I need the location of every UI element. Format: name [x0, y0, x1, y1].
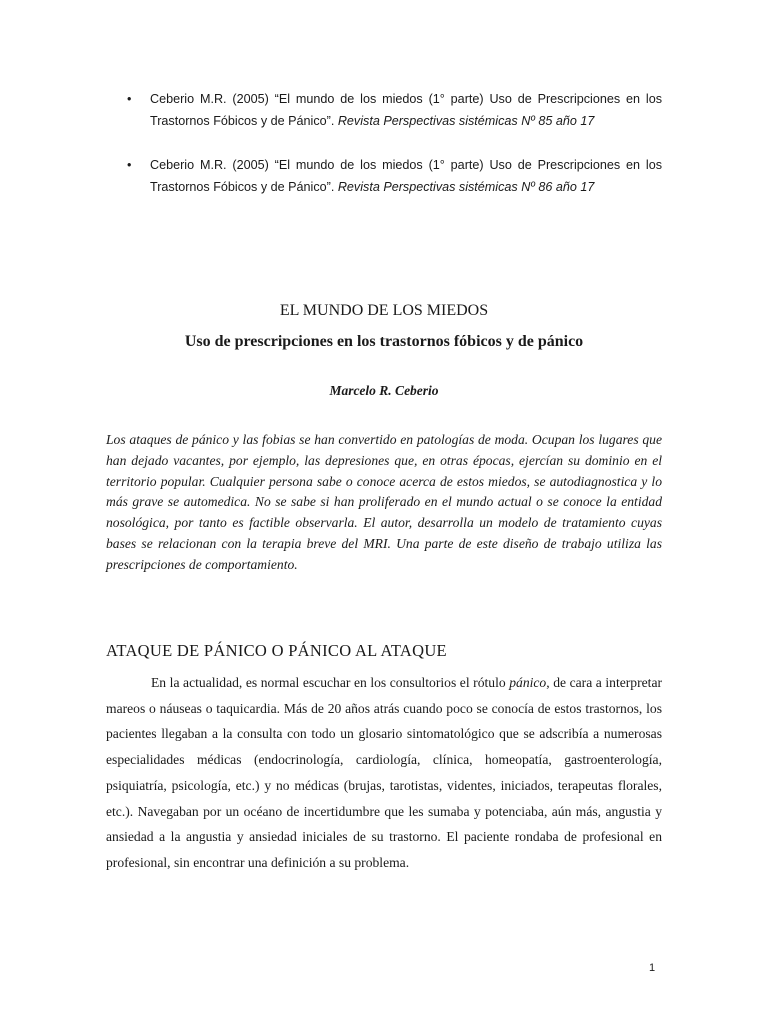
reference-journal: Revista Perspectivas sistémicas Nº 86 año 17 [337, 180, 595, 194]
reference-item [127, 88, 662, 132]
paragraph-emphasis: pánico [509, 675, 547, 690]
reference-text: Ceberio M.R. (2005) “El mundo de los miedos (1° parte) Uso de Prescripciones en los Trastornos Fóbicos y de Pánico”. [150, 92, 662, 128]
reference-text: Ceberio M.R. (2005) “El mundo de los miedos (1° parte) Uso de Prescripciones en los Trastornos Fóbicos y de Pánico”. [150, 158, 662, 194]
body-paragraph [106, 670, 662, 876]
paragraph-text-end: , de cara a interpretar mareos o náuseas o taquicardia. Más de 20 años atrás cuando poco se conocía de estos trastornos, los pacientes llegaban a la consulta con todo un glosario sintomatológico que se adscribía a numerosas especialidades médicas (endocrinología, cardiología, clínica, homeopatía, gastroenterología, psiquiatría, psicología, etc.) y no médicas (brujas, tarotistas, videntes, iniciados, terapeutas florales, etc.). Navegaban por un océano de incertidumbre que les sumaba y potenciaba, aún más, angustia y ansiedad a la angustia y ansiedad iniciales de su trastorno. El paciente rondaba de profesional en profesional, sin encontrar una definición a su problema. [106, 675, 663, 870]
reference-list [127, 88, 662, 220]
article-author: Marcelo R. Ceberio [329, 383, 439, 398]
page-number: 1 [649, 962, 656, 974]
paragraph-text-start: En la actualidad, es normal escuchar en los consultorios el rótulo [151, 675, 510, 690]
reference-item [127, 154, 662, 198]
article-subtitle: Uso de prescripciones en los trastornos fóbicos y de pánico [184, 333, 584, 350]
article-abstract: Los ataques de pánico y las fobias se han convertido en patologías de moda. Ocupan los lugares que han dejado vacantes, por ejemplo, las depresiones que, en otras épocas, ejercían su dominio en el territorio popular. Cualquier persona sabe o conoce acerca de estos miedos, se autodiagnostica y lo más grave se automedica. No se sabe si han proliferado en el mundo actual o se conoce la entidad nosológica, por tanto es factible observarla. El autor, desarrolla un modelo de tratamiento cuyas bases se relacionan con la terapia breve del MRI. Una parte de este diseño de trabajo utiliza las prescripciones de comportamiento. [106, 432, 662, 572]
article-title: EL MUNDO DE LOS MIEDOS [279, 302, 489, 319]
bullet: • [127, 92, 132, 106]
reference-journal: Revista Perspectivas sistémicas Nº 85 año 17 [337, 114, 595, 128]
bullet: • [127, 158, 132, 172]
section-heading: ATAQUE DE PÁNICO O PÁNICO AL ATAQUE [106, 641, 447, 660]
